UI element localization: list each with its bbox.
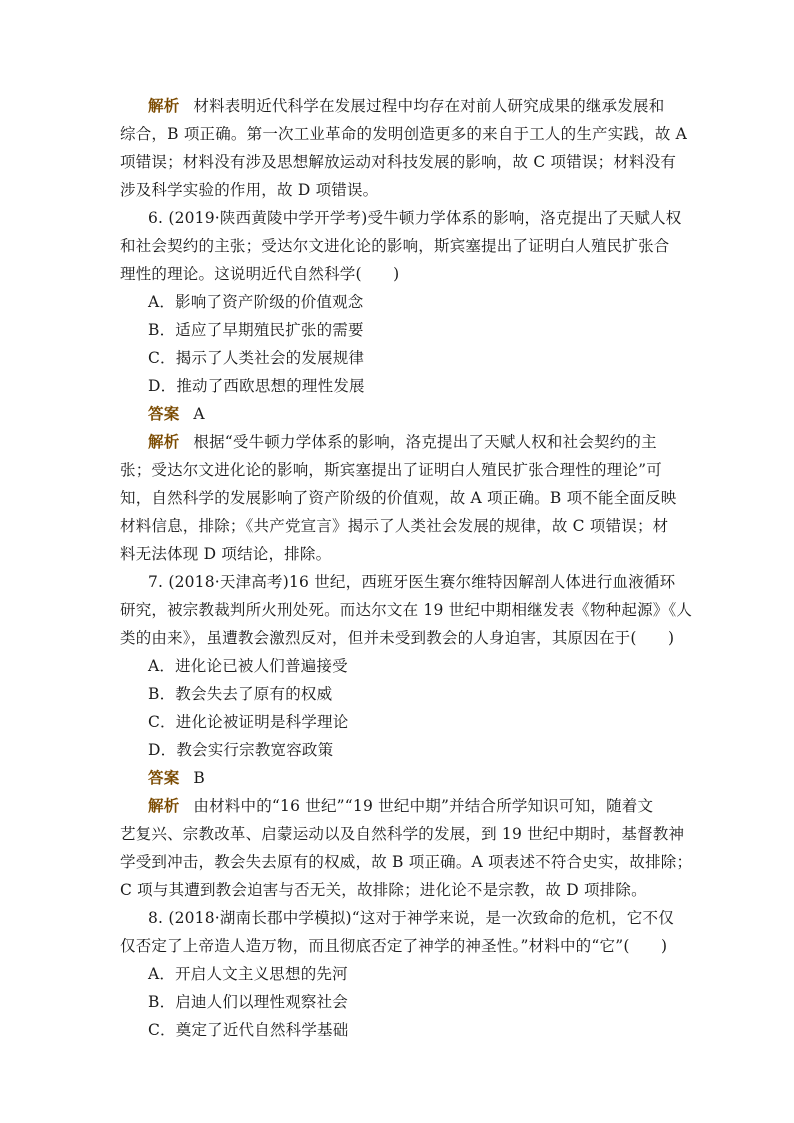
text-line: 仅否定了上帝造人造万物，而且彻底否定了神学的神圣性。”材料中的“它”( ) [120, 937, 668, 955]
answer-line [120, 764, 678, 792]
answer-line [120, 400, 678, 428]
analysis-line [120, 792, 678, 820]
answer-option: A．进化论已被人们普遍接受 [148, 657, 348, 675]
document-body [120, 92, 693, 1044]
answer-option: B．启迪人们以理性观察社会 [148, 993, 348, 1011]
answer-option: C．进化论被证明是科学理论 [148, 713, 349, 731]
text-line: 和社会契约的主张；受达尔文进化论的影响，斯宾塞提出了证明白人殖民扩张合 [120, 237, 670, 255]
analysis-label: 解析 [148, 796, 180, 815]
analysis-line [120, 428, 678, 456]
text-line: 理性的理论。这说明近代自然科学( ) [120, 265, 400, 283]
answer-value: A [193, 405, 205, 423]
text-line: 综合，B 项正确。第一次工业革命的发明创造更多的来自于工人的生产实践，故 A [120, 125, 688, 143]
answer-option: A．影响了资产阶级的价值观念 [148, 293, 364, 311]
analysis-label: 解析 [148, 432, 180, 451]
text-line: 知，自然科学的发展影响了资产阶级的价值观，故 A 项正确。B 项不能全面反映 [120, 489, 677, 507]
answer-label: 答案 [148, 768, 180, 787]
answer-option: B．适应了早期殖民扩张的需要 [148, 321, 364, 339]
answer-option: D．推动了西欧思想的理性发展 [148, 377, 365, 395]
answer-option: B．教会失去了原有的权威 [148, 685, 333, 703]
answer-label: 答案 [148, 404, 180, 423]
text-line: 项错误；材料没有涉及思想解放运动对科技发展的影响，故 C 项错误；材料没有 [120, 153, 677, 171]
answer-option: C．揭示了人类社会的发展规律 [148, 349, 365, 367]
analysis-text: 材料表明近代科学在发展过程中均存在对前人研究成果的继承发展和 [193, 97, 665, 115]
answer-option: D．教会实行宗教宽容政策 [148, 741, 334, 759]
text-line: 类的由来》，虽遭教会激烈反对，但并未受到教会的人身迫害，其原因在于( ) [120, 629, 675, 647]
text-line: 学受到冲击，教会失去原有的权威，故 B 项正确。A 项表述不符合史实，故排除； [120, 853, 693, 871]
text-line: 研究，被宗教裁判所火刑处死。而达尔文在 19 世纪中期相继发表《物种起源》《人 [120, 601, 693, 619]
text-line: C 项与其遭到教会迫害与否无关，故排除；进化论不是宗教，故 D 项排除。 [120, 881, 647, 899]
text-line: 材料信息，排除；《共产党宣言》揭示了人类社会发展的规律，故 C 项错误；材 [120, 517, 669, 535]
analysis-label: 解析 [148, 96, 180, 115]
question-stem: 7. (2018·天津高考)16 世纪，西班牙医生赛尔维特因解剖人体进行血液循环 [148, 573, 676, 591]
answer-option: C．奠定了近代自然科学基础 [148, 1021, 349, 1039]
text-line: 料无法体现 D 项结论，排除。 [120, 545, 332, 563]
question-stem: 6. (2019·陕西黄陵中学开学考)受牛顿力学体系的影响，洛克提出了天赋人权 [148, 209, 682, 227]
answer-option: A．开启人文主义思想的先河 [148, 965, 348, 983]
text-line: 张；受达尔文进化论的影响，斯宾塞提出了证明白人殖民扩张合理性的理论”可 [120, 461, 662, 479]
question-stem: 8. (2018·湖南长郡中学模拟)“这对于神学来说，是一次致命的危机，它不仅 [148, 909, 674, 927]
text-line: 涉及科学实验的作用，故 D 项错误。 [120, 181, 379, 199]
analysis-line [120, 92, 678, 120]
analysis-text: 根据“受牛顿力学体系的影响，洛克提出了天赋人权和社会契约的主 [193, 433, 657, 451]
text-line: 艺复兴、宗教改革、启蒙运动以及自然科学的发展，到 19 世纪中期时，基督教神 [120, 825, 685, 843]
answer-value: B [193, 769, 205, 787]
analysis-text: 由材料中的“16 世纪”“19 世纪中期”并结合所学知识可知，随着文 [193, 797, 654, 815]
